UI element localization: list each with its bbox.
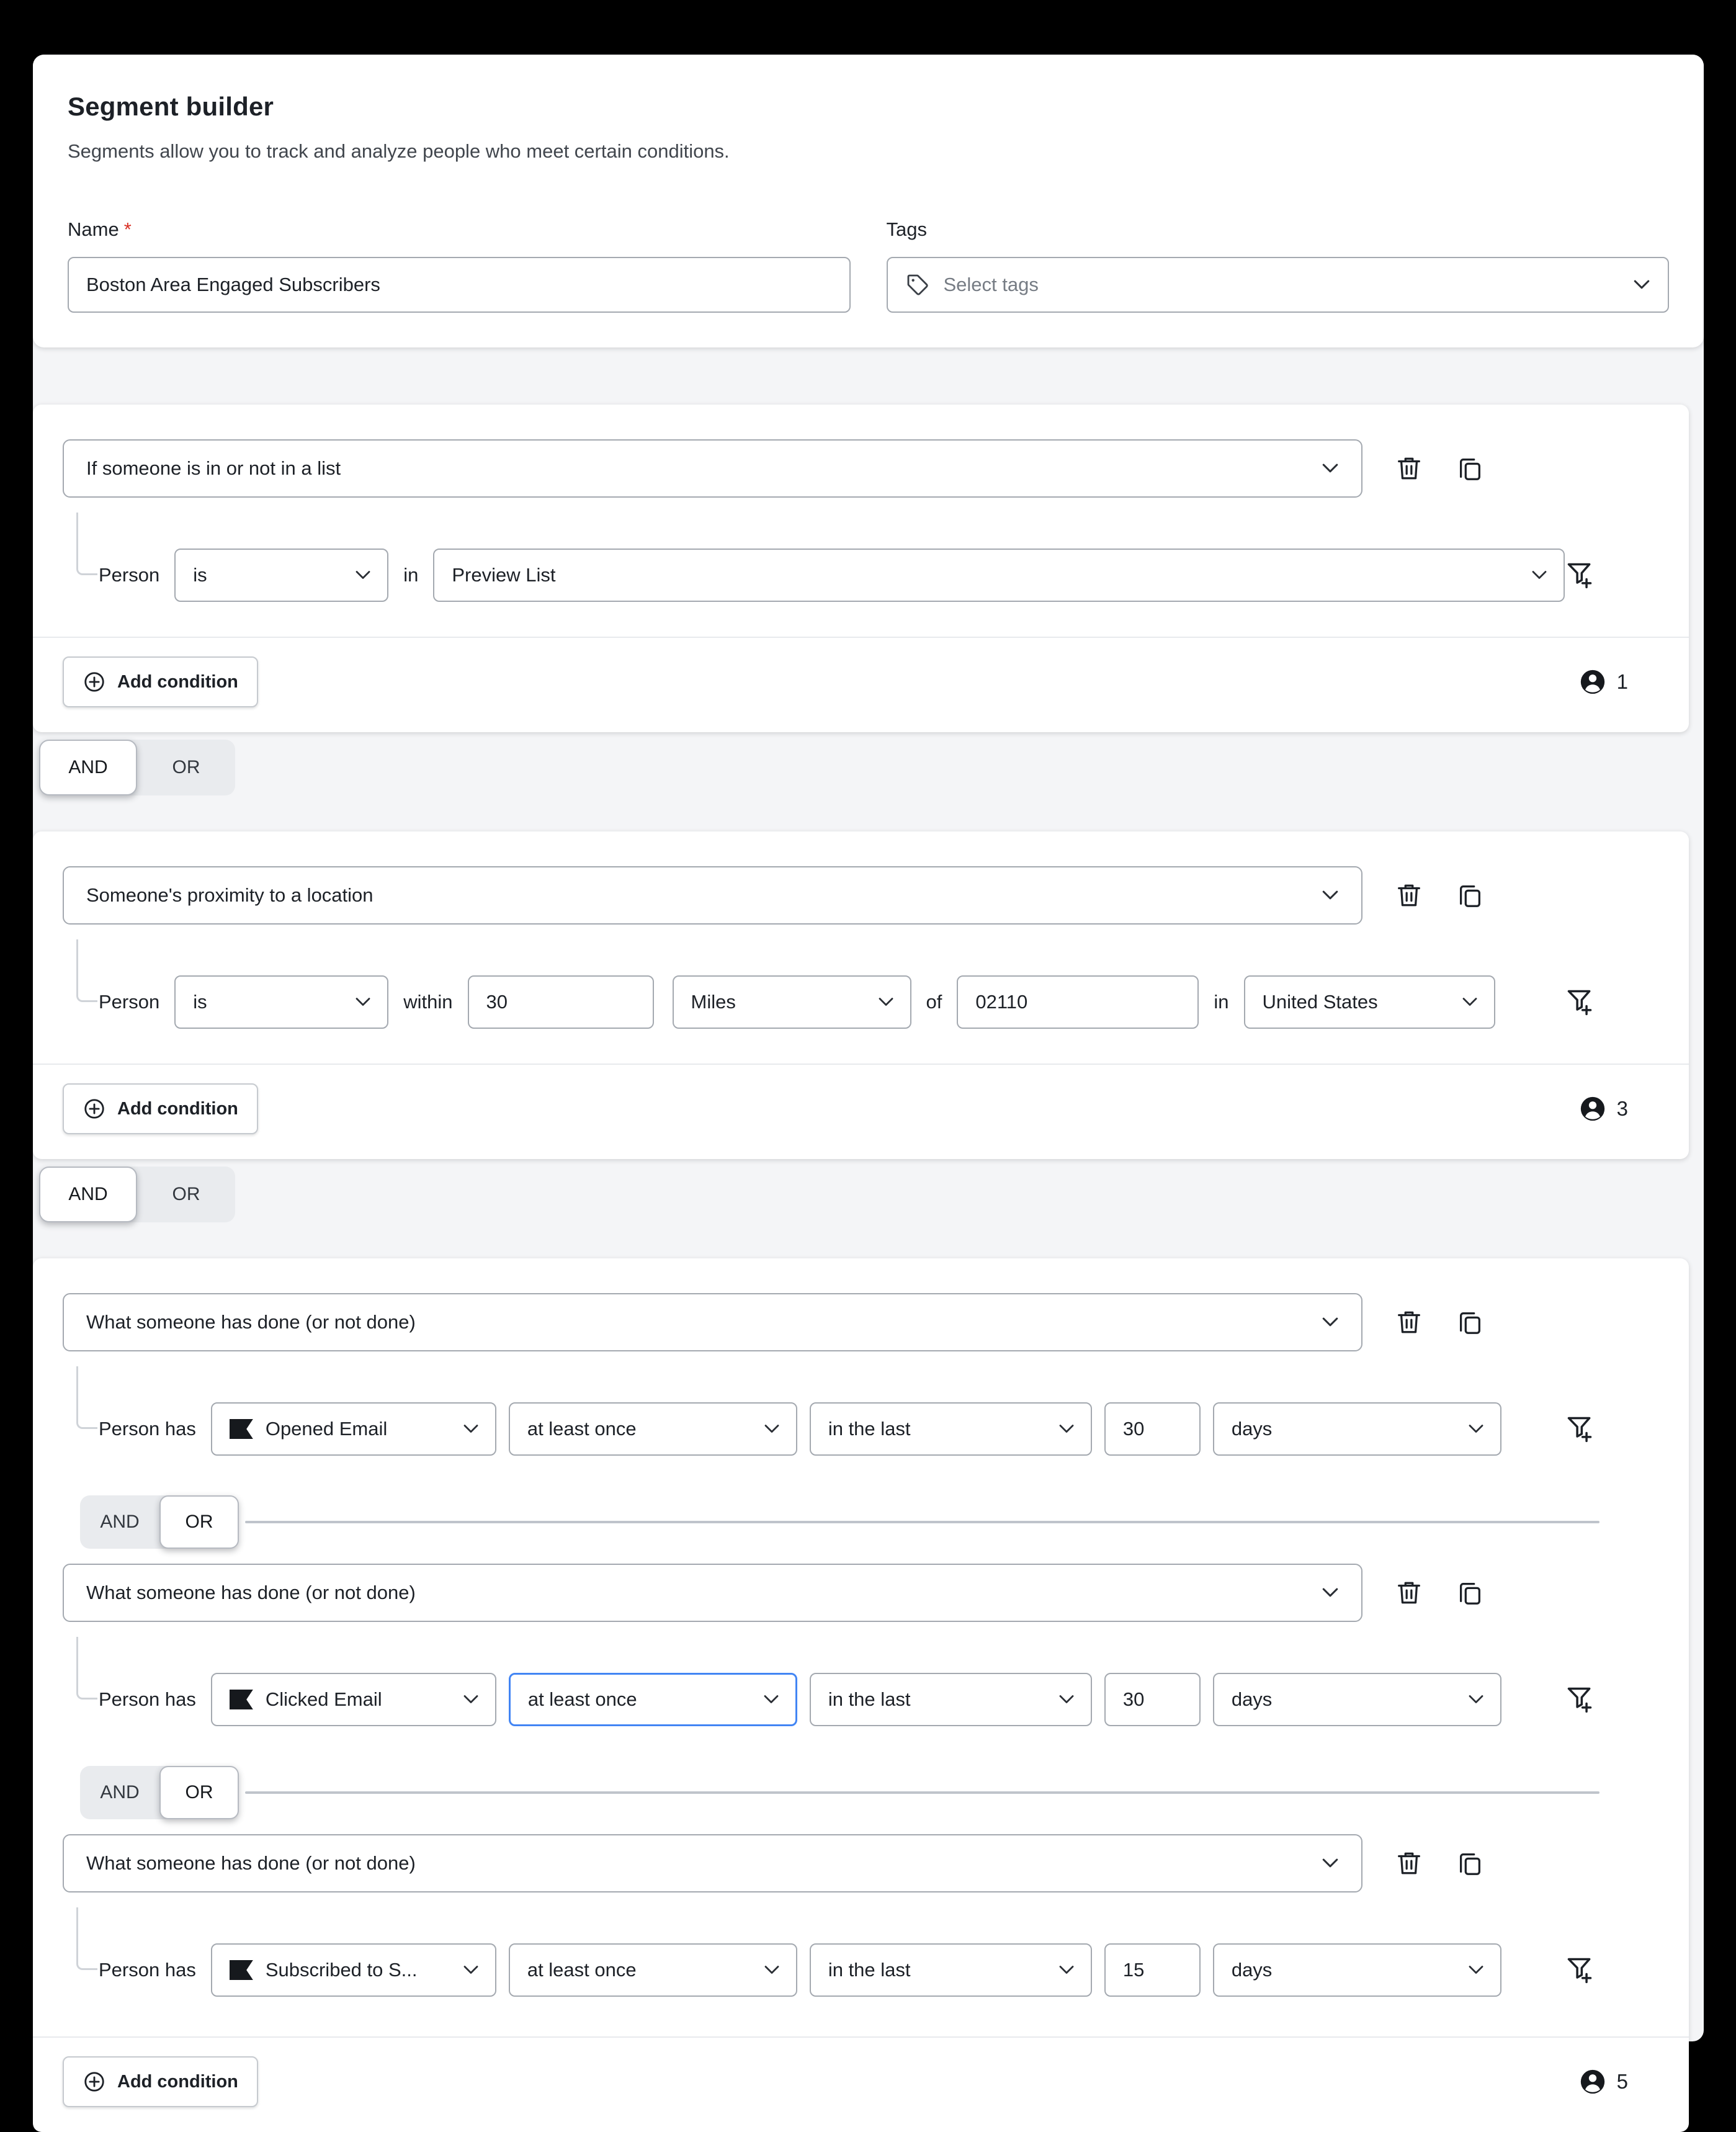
add-filter-icon[interactable] <box>1565 560 1595 590</box>
chevron-down-icon <box>1047 1695 1075 1704</box>
name-label: Name <box>68 218 119 240</box>
name-value: Boston Area Engaged Subscribers <box>86 274 380 295</box>
chevron-down-icon <box>1520 570 1547 580</box>
chevron-down-icon <box>1457 1424 1484 1434</box>
chevron-down-icon <box>752 1695 779 1704</box>
name-tags-row <box>68 218 1669 313</box>
segment-header-card <box>33 55 1704 347</box>
condition-type-label: What someone has done (or not done) <box>86 1582 416 1603</box>
or-toggle[interactable]: OR <box>159 1766 239 1819</box>
within-label: within <box>403 991 453 1013</box>
add-condition-button[interactable] <box>63 1083 258 1134</box>
profile-count-value: 5 <box>1616 2070 1628 2093</box>
frequency-select[interactable] <box>509 1673 797 1726</box>
condition-row <box>63 975 1659 1029</box>
chevron-down-icon <box>452 1695 479 1704</box>
chevron-down-icon <box>1322 1317 1339 1328</box>
duplicate-condition-button[interactable] <box>1456 1579 1484 1607</box>
and-toggle[interactable]: AND <box>39 1167 137 1222</box>
frequency-value: at least once <box>527 1959 637 1981</box>
metric-select[interactable] <box>211 1943 496 1997</box>
condition-group-behavior <box>33 1258 1689 2132</box>
or-toggle[interactable]: OR <box>159 1495 239 1549</box>
chevron-down-icon <box>1047 1424 1075 1434</box>
tag-icon <box>905 272 930 297</box>
chevron-down-icon <box>452 1424 479 1434</box>
connector-label: in <box>403 564 419 586</box>
operator-select[interactable] <box>174 549 388 602</box>
country-value: United States <box>1262 991 1378 1013</box>
divider <box>245 1791 1600 1794</box>
condition-type-label: If someone is in or not in a list <box>86 457 341 479</box>
add-filter-icon[interactable] <box>1565 1685 1595 1714</box>
chevron-down-icon <box>1457 1695 1484 1704</box>
delete-condition-button[interactable] <box>1395 881 1423 910</box>
tags-placeholder: Select tags <box>943 274 1039 295</box>
chevron-down-icon <box>753 1424 780 1434</box>
duplicate-condition-button[interactable] <box>1456 1849 1484 1878</box>
condition-group-proximity <box>33 831 1689 1159</box>
duplicate-condition-button[interactable] <box>1456 1308 1484 1337</box>
add-condition-button[interactable] <box>63 656 258 707</box>
connector-elbow <box>76 1366 97 1429</box>
and-toggle[interactable]: AND <box>100 1782 140 1803</box>
and-toggle[interactable]: AND <box>39 740 137 795</box>
person-icon <box>1578 1095 1607 1123</box>
frequency-select[interactable] <box>509 1943 797 1997</box>
duplicate-condition-button[interactable] <box>1456 881 1484 910</box>
add-filter-icon[interactable] <box>1565 1955 1595 1985</box>
postal-code-input[interactable] <box>957 975 1199 1029</box>
chevron-down-icon <box>1047 1965 1075 1975</box>
subject-label: Person has <box>99 1418 196 1440</box>
metric-value: Subscribed to S... <box>265 1959 418 1981</box>
person-icon <box>1578 668 1607 696</box>
metric-value: Clicked Email <box>265 1688 382 1710</box>
add-condition-button[interactable] <box>63 2056 258 2107</box>
tags-label: Tags <box>886 218 927 240</box>
chevron-down-icon <box>1322 1858 1339 1869</box>
distance-unit-value: Miles <box>691 991 736 1013</box>
chevron-down-icon <box>1322 463 1339 474</box>
subject-label: Person has <box>99 1959 196 1981</box>
delete-condition-button[interactable] <box>1395 1308 1423 1337</box>
time-unit-value: days <box>1231 1959 1273 1981</box>
country-select[interactable] <box>1244 975 1495 1029</box>
divider <box>245 1521 1600 1523</box>
operator-select[interactable] <box>174 975 388 1029</box>
condition-type-select[interactable] <box>63 1564 1362 1622</box>
tags-field-group <box>887 218 1670 313</box>
operator-value: is <box>193 991 207 1013</box>
duplicate-condition-button[interactable] <box>1456 454 1484 483</box>
condition-type-label: What someone has done (or not done) <box>86 1311 416 1333</box>
block-logic-toggle <box>80 1766 1659 1819</box>
chevron-down-icon <box>867 997 894 1007</box>
chevron-down-icon <box>452 1965 479 1975</box>
condition-type-select[interactable] <box>63 866 1362 925</box>
condition-type-label: Someone's proximity to a location <box>86 884 374 906</box>
subject-label: Person has <box>99 1688 196 1710</box>
chevron-down-icon <box>1322 1587 1339 1598</box>
profile-count-value: 3 <box>1616 1097 1628 1120</box>
or-toggle[interactable]: OR <box>172 757 200 777</box>
amount-value: 15 <box>1122 1959 1145 1981</box>
amount-value: 30 <box>1122 1688 1145 1710</box>
metric-flag-icon <box>230 1419 253 1439</box>
tags-select[interactable] <box>887 257 1670 313</box>
condition-group-list <box>33 405 1689 732</box>
block-logic-toggle <box>80 1495 1659 1549</box>
condition-row <box>63 1673 1659 1726</box>
delete-condition-button[interactable] <box>1395 1579 1423 1607</box>
profile-count <box>1578 1095 1628 1123</box>
condition-type-select[interactable] <box>63 1834 1362 1892</box>
time-unit-value: days <box>1231 1418 1273 1440</box>
connector-elbow <box>76 939 97 1002</box>
distance-unit-select[interactable] <box>673 975 911 1029</box>
amount-input[interactable] <box>1104 1673 1201 1726</box>
frequency-value: at least once <box>527 1688 637 1710</box>
operator-value: is <box>193 564 207 586</box>
metric-flag-icon <box>230 1960 253 1980</box>
condition-type-label: What someone has done (or not done) <box>86 1852 416 1874</box>
chevron-down-icon <box>1322 890 1339 901</box>
chevron-down-icon <box>344 997 371 1007</box>
chevron-down-icon <box>1451 997 1478 1007</box>
required-asterisk: * <box>123 218 132 240</box>
timeframe-value: in the last <box>828 1688 911 1710</box>
segment-builder-page <box>33 55 1704 2093</box>
condition-type-select[interactable] <box>63 439 1362 498</box>
metric-select[interactable] <box>211 1673 496 1726</box>
page-subtitle: Segments allow you to track and analyze people who meet certain conditions. <box>68 140 730 162</box>
list-select[interactable] <box>433 549 1565 602</box>
time-unit-select[interactable] <box>1213 1402 1501 1456</box>
time-unit-value: days <box>1231 1688 1273 1710</box>
and-toggle[interactable]: AND <box>100 1512 140 1532</box>
profile-count <box>1578 668 1628 696</box>
timeframe-select[interactable] <box>810 1673 1092 1726</box>
connector-elbow <box>76 1637 97 1700</box>
chevron-down-icon <box>753 1965 780 1975</box>
metric-value: Opened Email <box>265 1418 388 1440</box>
of-label: of <box>926 991 942 1013</box>
frequency-select[interactable] <box>509 1402 797 1456</box>
delete-condition-button[interactable] <box>1395 454 1423 483</box>
metric-select[interactable] <box>211 1402 496 1456</box>
connector-elbow <box>76 1907 97 1970</box>
or-toggle[interactable]: OR <box>172 1184 200 1204</box>
subject-label: Person <box>99 991 160 1013</box>
condition-row <box>63 1943 1659 1997</box>
in-label: in <box>1214 991 1229 1013</box>
time-unit-select[interactable] <box>1213 1943 1501 1997</box>
chevron-down-icon <box>1633 279 1650 290</box>
metric-flag-icon <box>230 1690 253 1709</box>
group-logic-toggle <box>39 1167 1704 1222</box>
profile-count <box>1578 2067 1628 2096</box>
chevron-down-icon <box>344 570 371 580</box>
connector-elbow <box>76 513 97 575</box>
person-icon <box>1578 2067 1607 2096</box>
add-condition-label: Add condition <box>117 671 238 692</box>
condition-row <box>63 549 1659 602</box>
condition-type-select[interactable] <box>63 1293 1362 1351</box>
add-condition-label: Add condition <box>117 1098 238 1119</box>
timeframe-value: in the last <box>828 1959 911 1981</box>
time-unit-select[interactable] <box>1213 1673 1501 1726</box>
subject-label: Person <box>99 564 160 586</box>
group-logic-toggle <box>39 740 1704 795</box>
amount-input[interactable] <box>1104 1943 1201 1997</box>
distance-input[interactable] <box>468 975 654 1029</box>
amount-value: 30 <box>1122 1418 1145 1440</box>
distance-value: 30 <box>486 991 508 1013</box>
profile-count-value: 1 <box>1616 670 1628 693</box>
timeframe-value: in the last <box>828 1418 911 1440</box>
condition-row <box>63 1402 1659 1456</box>
add-filter-icon[interactable] <box>1565 1414 1595 1444</box>
name-field-group <box>68 218 851 313</box>
frequency-value: at least once <box>527 1418 637 1440</box>
amount-input[interactable] <box>1104 1402 1201 1456</box>
add-condition-label: Add condition <box>117 2071 238 2092</box>
chevron-down-icon <box>1457 1965 1484 1975</box>
page-title: Segment builder <box>68 92 274 121</box>
list-value: Preview List <box>452 564 556 586</box>
name-input[interactable] <box>68 257 851 313</box>
timeframe-select[interactable] <box>810 1402 1092 1456</box>
timeframe-select[interactable] <box>810 1943 1092 1997</box>
postal-code-value: 02110 <box>975 991 1028 1013</box>
add-filter-icon[interactable] <box>1565 987 1595 1017</box>
delete-condition-button[interactable] <box>1395 1849 1423 1878</box>
